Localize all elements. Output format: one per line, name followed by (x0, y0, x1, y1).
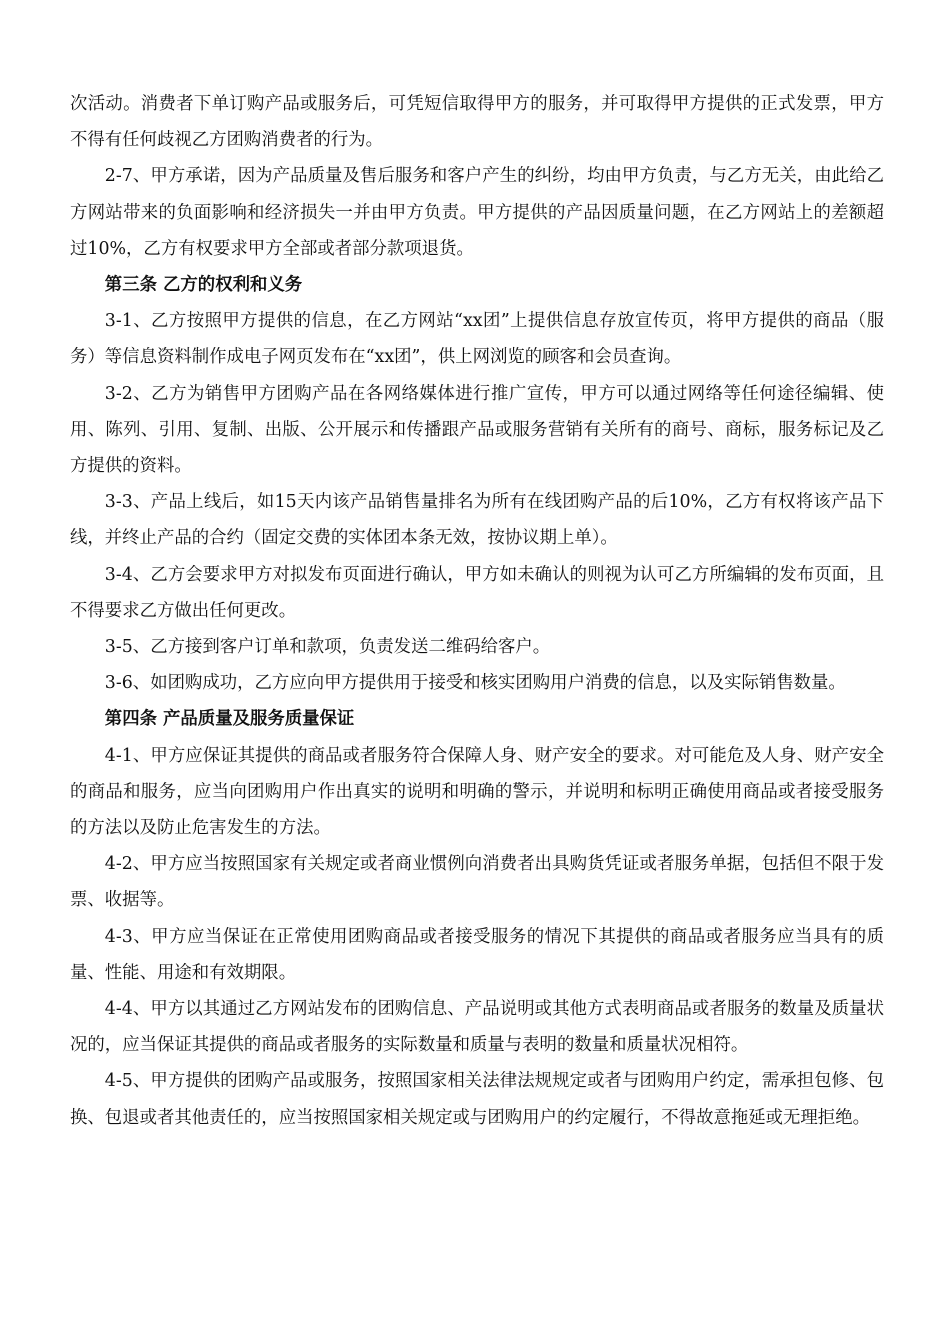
paragraph-3-3: 3-3、产品上线后，如15天内该产品销售量排名为所有在线团购产品的后10%，乙方有权将该产品下线，并终止产品的合约（固定交费的实体团本条无效，按协议期上单）。 (70, 492, 884, 549)
document-page (70, 86, 884, 1136)
paragraph-2-7: 2-7、甲方承诺，因为产品质量及售后服务和客户产生的纠纷，均由甲方负责，与乙方无关，由此给乙方网站带来的负面影响和经济损失一并由甲方负责。甲方提供的产品因质量问题，在乙方网站上的差额超过10%，乙方有权要求甲方全部或者部分款项退货。 (70, 166, 884, 259)
paragraph-3-1: 3-1、乙方按照甲方提供的信息，在乙方网站“xx团”上提供信息存放宣传页，将甲方提供的商品（服务）等信息资料制作成电子网页发布在“xx团”，供上网浏览的顾客和会员查询。 (70, 311, 884, 368)
paragraph-3-5: 3-5、乙方接到客户订单和款项，负责发送二维码给客户。 (104, 637, 551, 658)
paragraph-4-1: 4-1、甲方应保证其提供的商品或者服务符合保障人身、财产安全的要求。对可能危及人身、财产安全的商品和服务，应当向团购用户作出真实的说明和明确的警示，并说明和标明正确使用商品或者接受服务的方法以及防止危害发生的方法。 (70, 745, 884, 839)
paragraph-3-4: 3-4、乙方会要求甲方对拟发布页面进行确认，甲方如未确认的则视为认可乙方所编辑的发布页面，且不得要求乙方做出任何更改。 (70, 564, 884, 621)
paragraph-3-2: 3-2、乙方为销售甲方团购产品在各网络媒体进行推广宣传，甲方可以通过网络等任何途径编辑、使用、陈列、引用、复制、出版、公开展示和传播跟产品或服务营销有关所有的商号、商标，服务标记及乙方提供的资料。 (70, 383, 884, 477)
section-heading-article-4: 第四条 产品质量及服务质量保证 (104, 709, 355, 730)
section-heading-article-3: 第三条 乙方的权利和义务 (104, 275, 303, 296)
paragraph-4-2: 4-2、甲方应当按照国家有关规定或者商业惯例向消费者出具购货凭证或者服务单据，包括但不限于发票、收据等。 (70, 854, 884, 911)
paragraph-3-6: 3-6、如团购成功，乙方应向甲方提供用于接受和核实团购用户消费的信息，以及实际销售数量。 (104, 673, 846, 694)
paragraph-2-6-continuation: 次活动。消费者下单订购产品或服务后，可凭短信取得甲方的服务，并可取得甲方提供的正式发票，甲方不得有任何歧视乙方团购消费者的行为。 (70, 94, 884, 151)
paragraph-4-5: 4-5、甲方提供的团购产品或服务，按照国家相关法律法规规定或者与团购用户约定，需承担包修、包换、包退或者其他责任的，应当按照国家相关规定或与团购用户的约定履行，不得故意拖延或无理拒绝。 (70, 1071, 884, 1128)
paragraph-4-4: 4-4、甲方以其通过乙方网站发布的团购信息、产品说明或其他方式表明商品或者服务的数量及质量状况的，应当保证其提供的商品或者服务的实际数量和质量与表明的数量和质量状况相符。 (70, 999, 884, 1056)
paragraph-4-3: 4-3、甲方应当保证在正常使用团购商品或者接受服务的情况下其提供的商品或者服务应当具有的质量、性能、用途和有效期限。 (70, 926, 884, 983)
